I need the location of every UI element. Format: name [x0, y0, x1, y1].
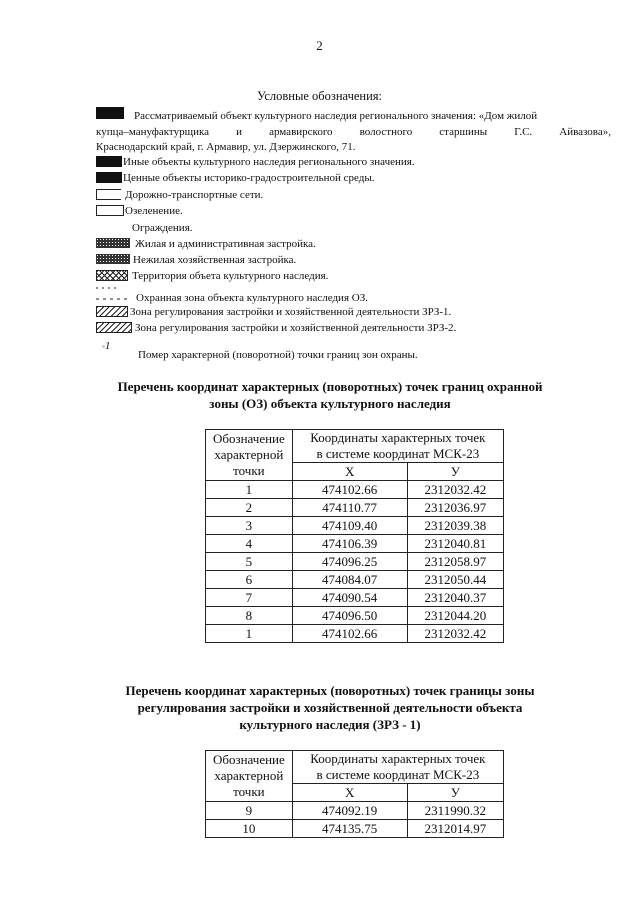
legend-item-heritage-territory: Территория объета культурного наследия. [132, 270, 329, 282]
zrz2-symbol [96, 322, 132, 333]
table-row [206, 820, 504, 838]
y-coordinate-cell: 2312058.97 [407, 553, 503, 571]
legend-title: Условные обозначения: [256, 89, 383, 103]
point-number-cell: 5 [206, 553, 293, 571]
table1-coord-header-line1: Координаты характерных точек [310, 430, 486, 445]
x-coordinate-cell: 474102.66 [292, 625, 407, 643]
y-coordinate-cell: 2312050.44 [407, 571, 503, 589]
valuable-objects-symbol [96, 172, 122, 183]
table1-coordinates [205, 429, 504, 643]
point-number-cell: 4 [206, 535, 293, 553]
y-coordinate-cell: 2312032.42 [407, 481, 503, 499]
table1-y-header: У [407, 463, 503, 481]
table2-y-header: У [407, 784, 503, 802]
point-number-cell: 1 [206, 481, 293, 499]
table-row [206, 625, 504, 643]
table-row [206, 517, 504, 535]
table1-heading-line1: Перечень координат характерных (поворотных) точек границ охранной [117, 379, 543, 394]
point-number-cell: 6 [206, 571, 293, 589]
table2-col1-header-line2: характерной [214, 768, 284, 783]
legend-item-greenery: Озеленение. [125, 205, 183, 217]
page-number: 2 [316, 38, 323, 53]
table-row [206, 802, 504, 820]
x-coordinate-cell: 474106.39 [292, 535, 407, 553]
residential-symbol [96, 238, 130, 248]
table2-coord-header-line1: Координаты характерных точек [310, 751, 486, 766]
protection-zone-symbol [94, 285, 134, 303]
table-row [206, 481, 504, 499]
table2-heading-line2: регулирования застройки и хозяйственной деятельности объекта [137, 700, 523, 715]
table-row [206, 535, 504, 553]
table2-heading [95, 682, 565, 733]
table2-heading-line3: культурного наследия (ЗРЗ - 1) [239, 717, 421, 732]
other-heritage-symbol [96, 156, 122, 167]
table1-heading-line2: зоны (ОЗ) объекта культурного наследия [209, 396, 451, 411]
x-coordinate-cell: 474109.40 [292, 517, 407, 535]
legend-item-other-heritage: Иные объекты культурного наследия регионального значения. [123, 156, 415, 168]
y-coordinate-cell: 2312040.81 [407, 535, 503, 553]
point-number-cell: 7 [206, 589, 293, 607]
table1-coord-header [292, 430, 503, 463]
object-symbol [96, 107, 124, 119]
table1-x-header: Х [292, 463, 407, 481]
table-row [206, 589, 504, 607]
x-coordinate-cell: 474135.75 [292, 820, 407, 838]
table1-col1-header-line2: характерной [214, 447, 284, 462]
table1-col1-header-line1: Обозначение [212, 431, 285, 446]
table1-col1-header [206, 430, 293, 481]
x-coordinate-cell: 474090.54 [292, 589, 407, 607]
y-coordinate-cell: 2312014.97 [407, 820, 503, 838]
legend-item-fences: Ограждения. [132, 222, 193, 234]
table-row [206, 499, 504, 517]
y-coordinate-cell: 2311990.32 [407, 802, 503, 820]
point-number-cell: 2 [206, 499, 293, 517]
table1-col1-header-line3: точки [233, 463, 265, 478]
legend-item-roads: Дорожно-транспортные сети. [125, 189, 264, 201]
x-coordinate-cell: 474084.07 [292, 571, 407, 589]
x-coordinate-cell: 474092.19 [292, 802, 407, 820]
legend-item-residential: Жилая и административная застройка. [135, 238, 316, 250]
table2-coordinates [205, 750, 504, 838]
point-number-cell: 10 [206, 820, 293, 838]
legend-item-zrz1: Зона регулирования застройки и хозяйственной деятельности ЗРЗ-1. [130, 306, 452, 318]
point-number-cell: 8 [206, 607, 293, 625]
legend-object-line2: купца–мануфактурщика и армавирского волостного старшины Г.С. Айвазова», [96, 126, 611, 138]
y-coordinate-cell: 2312036.97 [407, 499, 503, 517]
table-row [206, 607, 504, 625]
legend-item-protection-zone: Охранная зона объекта культурного наследия ОЗ. [136, 292, 368, 304]
legend-object-line1: Рассматриваемый объект культурного наследия регионального значения: «Дом жилой [134, 110, 538, 122]
zrz1-symbol [96, 306, 128, 317]
table2-col1-header-line3: точки [233, 784, 265, 799]
greenery-symbol [96, 205, 124, 216]
table1-coord-header-line2: в системе координат МСК-23 [316, 446, 480, 461]
legend-item-zrz2: Зона регулирования застройки и хозяйственной деятельности ЗРЗ-2. [135, 322, 457, 334]
table2-coord-header [292, 751, 503, 784]
x-coordinate-cell: 474096.50 [292, 607, 407, 625]
y-coordinate-cell: 2312044.20 [407, 607, 503, 625]
point-number-cell: 3 [206, 517, 293, 535]
table-row [206, 571, 504, 589]
x-coordinate-cell: 474102.66 [292, 481, 407, 499]
legend-object-line3: Краснодарский край, г. Армавир, ул. Дзержинского, 71. [96, 141, 356, 153]
table1-body [206, 481, 504, 643]
table2-col1-header [206, 751, 293, 802]
y-coordinate-cell: 2312040.37 [407, 589, 503, 607]
table2-heading-line1: Перечень координат характерных (поворотных) точек границы зоны [125, 683, 535, 698]
table-row [206, 553, 504, 571]
point-marker-icon: ◦1 [102, 340, 111, 352]
legend-item-non-residential: Нежилая хозяйственная застройка. [133, 254, 297, 266]
legend-item-valuable-objects: Ценные объекты историко-градостроительной среды. [123, 172, 375, 184]
x-coordinate-cell: 474110.77 [292, 499, 407, 517]
x-coordinate-cell: 474096.25 [292, 553, 407, 571]
table1-heading [95, 378, 565, 412]
table2-x-header: Х [292, 784, 407, 802]
heritage-territory-symbol [96, 270, 128, 281]
table2-body [206, 802, 504, 838]
road-network-symbol [96, 189, 121, 200]
non-residential-symbol [96, 254, 130, 264]
table2-col1-header-line1: Обозначение [212, 752, 285, 767]
y-coordinate-cell: 2312039.38 [407, 517, 503, 535]
y-coordinate-cell: 2312032.42 [407, 625, 503, 643]
point-marker-label: 1 [104, 340, 111, 352]
table2-coord-header-line2: в системе координат МСК-23 [316, 767, 480, 782]
point-number-cell: 1 [206, 625, 293, 643]
legend-item-point-number: Помер характерной (поворотной) точки границ зон охраны. [138, 349, 418, 361]
point-number-cell: 9 [206, 802, 293, 820]
